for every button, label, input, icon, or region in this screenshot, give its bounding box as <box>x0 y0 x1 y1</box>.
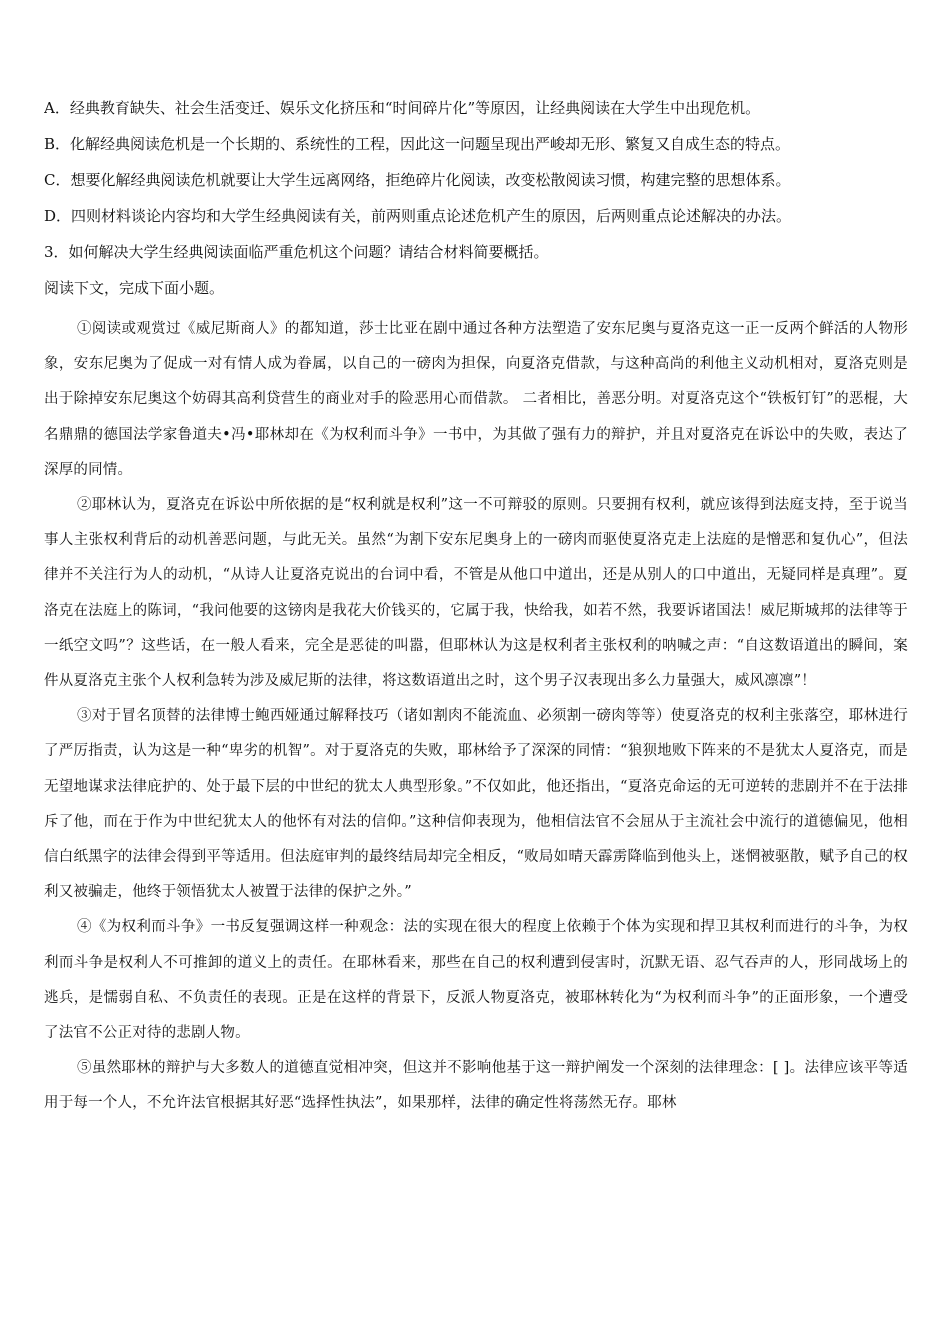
paragraph-1: ①阅读或观赏过《威尼斯商人》的都知道，莎士比亚在剧中通过各种方法塑造了安东尼奥与夏洛克这一正一反两个鲜活的人物形象，安东尼奥为了促成一对有情人成为眷属，以自己的一磅肉为担保，向夏洛克借款，与这种高尚的利他主义动机相对，夏洛克则是出于除掉安东尼奥这个妨碍其高利贷营生的商业对手的险恶用心而借款。 二者相比，善恶分明。对夏洛克这个“铁板钉钉”的恶棍，大名鼎鼎的德国法学家鲁道夫•冯•耶林却在《为权利而斗争》一书中，为其做了强有力的辩护，并且对夏洛克在诉讼中的失败，表达了深厚的同情。 <box>44 321 908 478</box>
question-3: 3．如何解决大学生经典阅读面临严重危机这个问题？请结合材料简要概括。 <box>44 243 549 261</box>
option-a: A．经典教育缺失、社会生活变迁、娱乐文化挤压和“时间碎片化”等原因，让经典阅读在大学生中出现危机。 <box>44 99 761 117</box>
document-page <box>44 96 908 1122</box>
paragraph-5: ⑤虽然耶林的辩护与大多数人的道德直觉相冲突，但这并不影响他基于这一辩护阐发一个深刻的法律理念：[ ]。法律应该平等适用于每一个人，不允许法官根据其好恶“选择性执法”，如果那样，法律的确定性将荡然无存。耶林 <box>44 1060 908 1112</box>
option-d: D．四则材料谈论内容均和大学生经典阅读有关，前两则重点论述危机产生的原因，后两则重点论述解决的办法。 <box>44 207 792 225</box>
reading-instruction: 阅读下文，完成下面小题。 <box>44 279 225 297</box>
paragraph-4: ④《为权利而斗争》一书反复强调这样一种观念：法的实现在很大的程度上依赖于个体为实现和捍卫其权利而进行的斗争，为权利而斗争是权利人不可推卸的道义上的责任。在耶林看来，那些在自己的权利遭到侵害时，沉默无语、忍气吞声的人，形同战场上的逃兵，是懦弱自私、不负责任的表现。正是在这样的背景下，反派人物夏洛克，被耶林转化为“为权利而斗争”的正面形象，一个遭受了法官不公正对待的悲剧人物。 <box>44 919 908 1042</box>
paragraph-2: ②耶林认为，夏洛克在诉讼中所依据的是“权利就是权利”这一不可辩驳的原则。只要拥有权利，就应该得到法庭支持，至于说当事人主张权利背后的动机善恶问题，与此无关。虽然“为割下安东尼奥身上的一磅肉而驱使夏洛克走上法庭的是憎恶和复仇心”，但法律并不关注行为人的动机，“从诗人让夏洛克说出的台词中看，不管是从他口中道出，还是从别人的口中道出，无疑同样是真理”。夏洛克在法庭上的陈词，“我问他要的这镑肉是我花大价钱买的，它属于我，快给我，如若不然，我要诉诸国法！威尼斯城邦的法律等于一纸空文吗”？这些话，在一般人看来，完全是恶徒的叫嚣，但耶林认为这是权利者主张权利的呐喊之声：“自这数语道出的瞬间，案件从夏洛克主张个人权利急转为涉及威尼斯的法律，将这数语道出之时，这个男子汉表现出多么力量强大，威风凛凛”！ <box>44 497 908 690</box>
option-b: B．化解经典阅读危机是一个长期的、系统性的工程，因此这一问题呈现出严峻却无形、繁复又自成生态的特点。 <box>44 135 791 153</box>
paragraph-3: ③对于冒名顶替的法律博士鲍西娅通过解释技巧（诸如割肉不能流血、必须割一磅肉等等）使夏洛克的权利主张落空，耶林进行了严厉指责，认为这是一种“卑劣的机智”。对于夏洛克的失败，耶林给予了深深的同情：“狼狈地败下阵来的不是犹太人夏洛克，而是无望地谋求法律庇护的、处于最下层的中世纪的犹太人典型形象。”不仅如此，他还指出，“夏洛克命运的无可逆转的悲剧并不在于法排斥了他，而在于作为中世纪犹太人的他怀有对法的信仰。”这种信仰表现为，他相信法官不会屈从于主流社会中流行的道德偏见，他相信白纸黑字的法律会得到平等适用。但法庭审判的最终结局却完全相反，“败局如晴天霹雳降临到他头上，迷惘被驱散，赋予自己的权利又被骗走，他终于领悟犹太人被置于法律的保护之外。” <box>44 708 908 901</box>
option-c: C．想要化解经典阅读危机就要让大学生远离网络，拒绝碎片化阅读，改变松散阅读习惯，构建完整的思想体系。 <box>44 171 791 189</box>
